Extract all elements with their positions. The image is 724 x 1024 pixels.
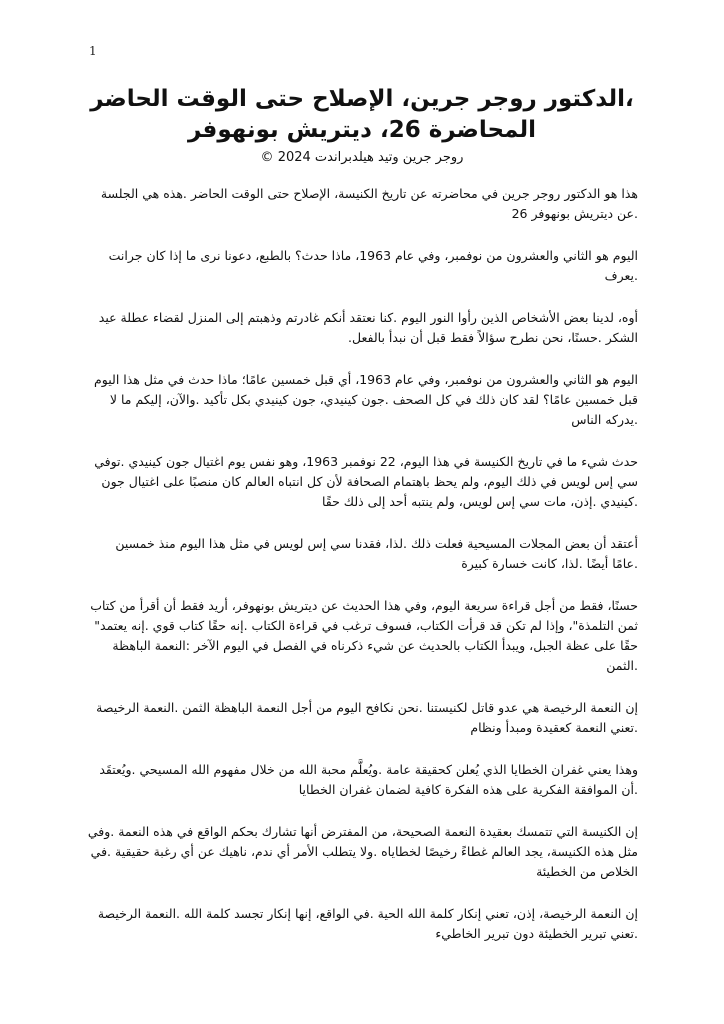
paragraph: اليوم هو الثاني والعشرون من نوفمبر، وفي عام 1963، أي قبل خمسين عامًا؛ ماذا حدث في مثل هذا اليوم قبل خمسين عامًا؟ لقد كان ذلك في كل الصحف .جون كينيدي، جون كينيدي بكل تأكيد .والآن، إليكم ما لا .يدركه الناس [94, 372, 638, 427]
title-line-1: ،الدكتور روجر جرين، الإصلاح حتى الوقت الحاضر [90, 86, 634, 112]
paragraph: أوه، لدينا بعض الأشخاص الذين رأوا النور اليوم .كنا نعتقد أنكم غادرتم وذهبتم إلى المنزل لقضاء عطلة عيد الشكر .حسنًا، نحن نطرح سؤالاً فقط قبل أن نبدأ بالفعل. [98, 310, 638, 345]
page-number: 1 [89, 44, 97, 58]
paragraph: أعتقد أن بعض المجلات المسيحية فعلت ذلك .لذا، فقدنا سي إس لويس في مثل هذا اليوم منذ خمسين .عامًا أيضًا .لذا، كانت خسارة كبيرة [115, 536, 638, 571]
paragraph: إن الكنيسة التي تتمسك بعقيدة النعمة الصحيحة، من المفترض أنها تشارك بحكم الواقع في هذه النعمة .وفي مثل هذه الكنيسة، يجد العالم غطاءً رخيصًا لخطاياه .ولا يتطلب الأمر أي ندم، ناهيك عن أي رغبة حقيقية .في الخلاص من الخطيئة [87, 824, 638, 879]
document-title [60, 84, 664, 146]
paragraph: إن النعمة الرخيصة، إذن، تعني إنكار كلمة الله الحية .في الواقع، إنها إنكار تجسد كلمة الله .النعمة الرخيصة .تعني تبرير الخطيئة دون تبرير الخاطيء [97, 906, 638, 941]
title-line-2: المحاضرة 26، ديتريش بونهوفر [188, 117, 536, 143]
document-body [86, 184, 638, 966]
paragraph: اليوم هو الثاني والعشرون من نوفمبر، وفي عام 1963، ماذا حدث؟ بالطبع، دعونا نرى ما إذا كان جرانت .يعرف [108, 248, 638, 283]
paragraph: هذا هو الدكتور روجر جرين في محاضرته عن تاريخ الكنيسة، الإصلاح حتى الوقت الحاضر .هذه هي الجلسة .عن ديتريش بونهوفر 26 [100, 186, 638, 221]
paragraph: وهذا يعني غفران الخطايا الذي يُعلن كحقيقة عامة .ويُعلَّم محبة الله من خلال مفهوم الله المسيحي .ويُعتقَد .أن الموافقة الفكرية على هذه الفكرة كافية لضمان غفران الخطايا [99, 762, 638, 797]
paragraph: حدث شيء ما في تاريخ الكنيسة في هذا اليوم، 22 نوفمبر 1963، وهو نفس يوم اغتيال جون كينيدي .توفي سي إس لويس في ذلك اليوم، ولم يحظ باهتمام الصحافة لأن كل انتباه العالم كان منصبًا على اغتيال جون .كينيدي .إذن، مات سي إس لويس، ولم ينتبه أحد إلى ذلك حقًا [94, 454, 638, 509]
paragraph: حسنًا، فقط من أجل قراءة سريعة اليوم، وفي هذا الحديث عن ديتريش بونهوفر، أريد فقط أن أقرأ من كتاب ثمن التلمذة"، وإذا لم تكن قد قرأت الكتاب، فسوف ترغب في قراءة الكتاب .إنه حقًا كتاب قوي .إنه يعتمد" حقًا على عظة الجبل، ويبدأ الكتاب بالحديث عن شيء ذكرناه في الفصل في اليوم الآخر :النعمة الباهظة .الثمن [90, 598, 638, 673]
paragraph: إن النعمة الرخيصة هي عدو قاتل لكنيستنا .نحن نكافح اليوم من أجل النعمة الباهظة الثمن .النعمة الرخيصة .تعني النعمة كعقيدة ومبدأ ونظام [96, 700, 638, 735]
copyright-line: روجر جرين وتيد هيلدبراندت 2024 © [260, 150, 464, 165]
